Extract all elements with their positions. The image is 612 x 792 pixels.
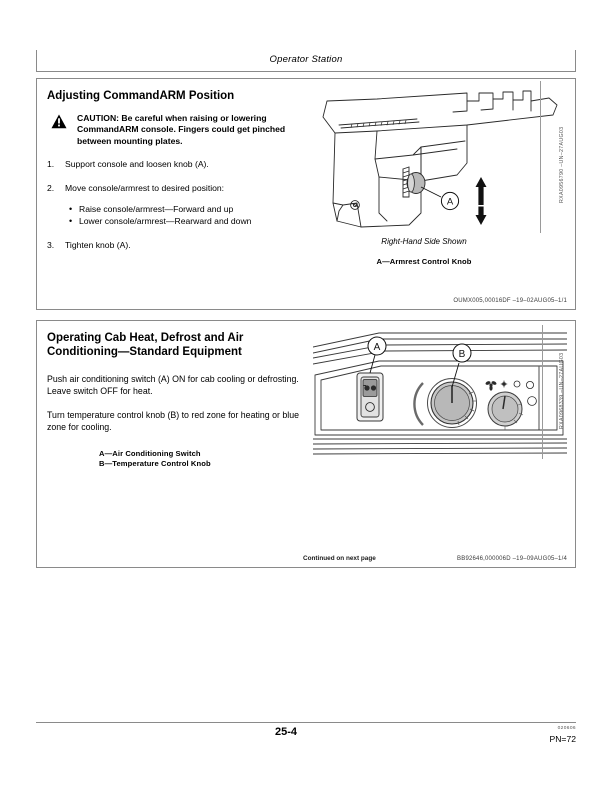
fan-icon bbox=[485, 380, 497, 390]
step-number: 1. bbox=[47, 159, 55, 170]
running-header bbox=[36, 50, 576, 72]
air-conditioning-switch bbox=[357, 373, 383, 421]
bullet-item: • Raise console/armrest—Forward and up bbox=[79, 203, 305, 215]
section-2-paragraph: Turn temperature control knob (B) to red zone for heating or blue zone for cooling. bbox=[47, 410, 299, 432]
fan-speed-knob bbox=[485, 380, 536, 430]
up-down-arrow-icon bbox=[476, 177, 487, 225]
bullet-item: • Lower console/armrest—Rearward and down bbox=[79, 215, 305, 227]
temperature-control-knob bbox=[414, 379, 476, 428]
step-2-bullets bbox=[47, 203, 305, 227]
step-item bbox=[47, 183, 305, 195]
section-1-text-column bbox=[47, 89, 305, 263]
callout-label-a: A bbox=[446, 196, 454, 208]
commandarm-line-art bbox=[317, 85, 567, 235]
callout-label-b: B bbox=[458, 348, 466, 360]
footer-rule bbox=[36, 722, 576, 723]
art-divider bbox=[542, 325, 543, 459]
step-text: Support console and loosen knob (A). bbox=[65, 159, 209, 170]
section-2-paragraph: Push air conditioning switch (A) ON for cab cooling or defrosting. Leave switch OFF for heat. bbox=[47, 374, 299, 396]
step-text: Tighten knob (A). bbox=[65, 239, 131, 250]
image-credit-code: RXA0968339 –UN–27AUG03 bbox=[559, 352, 565, 429]
step-number: 3. bbox=[47, 239, 55, 250]
step-item bbox=[47, 240, 305, 252]
step-text: Move console/armrest to desired position: bbox=[65, 182, 225, 193]
section-operating-cab-heat bbox=[36, 320, 576, 568]
commandarm-console-drawing bbox=[317, 85, 567, 235]
illustration-legend: A—Armrest Control Knob bbox=[376, 257, 472, 266]
section-2-legend bbox=[47, 449, 305, 470]
continued-on-next-page-label: Continued on next page bbox=[303, 555, 376, 562]
hvac-panel-line-art bbox=[313, 331, 567, 459]
section-adjusting-commandarm bbox=[36, 78, 576, 310]
legend-item-b: B—Temperature Control Knob bbox=[99, 459, 211, 469]
section-2-heading: Operating Cab Heat, Defrost and Air Conditioning—Standard Equipment bbox=[47, 332, 244, 358]
illustration-caption: Right-Hand Side Shown bbox=[381, 237, 467, 246]
section-2-text-column bbox=[47, 331, 305, 470]
hvac-control-panel-drawing bbox=[313, 331, 567, 459]
step-number: 2. bbox=[47, 182, 55, 193]
footer-pn-label: PN=72 bbox=[549, 734, 576, 744]
footer-date-code: 020606 bbox=[557, 726, 576, 731]
section-2-illustration bbox=[313, 331, 567, 459]
page-number: 25-4 bbox=[275, 726, 298, 738]
image-credit-code: RXA0956790 –UN–27AUG03 bbox=[559, 126, 565, 203]
warning-triangle-icon bbox=[51, 114, 67, 129]
running-header-title: Operator Station bbox=[269, 54, 343, 65]
procedure-steps bbox=[47, 159, 305, 251]
section-1-heading: Adjusting CommandARM Position bbox=[47, 90, 235, 102]
caution-text: CAUTION: Be careful when raising or lowering CommandARM console. Fingers could get pinched between mounting plates. bbox=[77, 113, 286, 146]
section-2-reference-code: BB92646,000006D –19–09AUG05–1/4 bbox=[457, 556, 567, 562]
legend-item-a: A—Air Conditioning Switch bbox=[99, 449, 201, 458]
art-divider bbox=[540, 81, 541, 233]
section-1-illustration bbox=[317, 85, 567, 266]
caution-block bbox=[47, 113, 305, 147]
callout-label-a: A bbox=[373, 341, 381, 353]
step-item bbox=[47, 159, 305, 171]
section-1-reference-code: OUMX005,00016DF –19–02AUG05–1/1 bbox=[453, 298, 567, 304]
